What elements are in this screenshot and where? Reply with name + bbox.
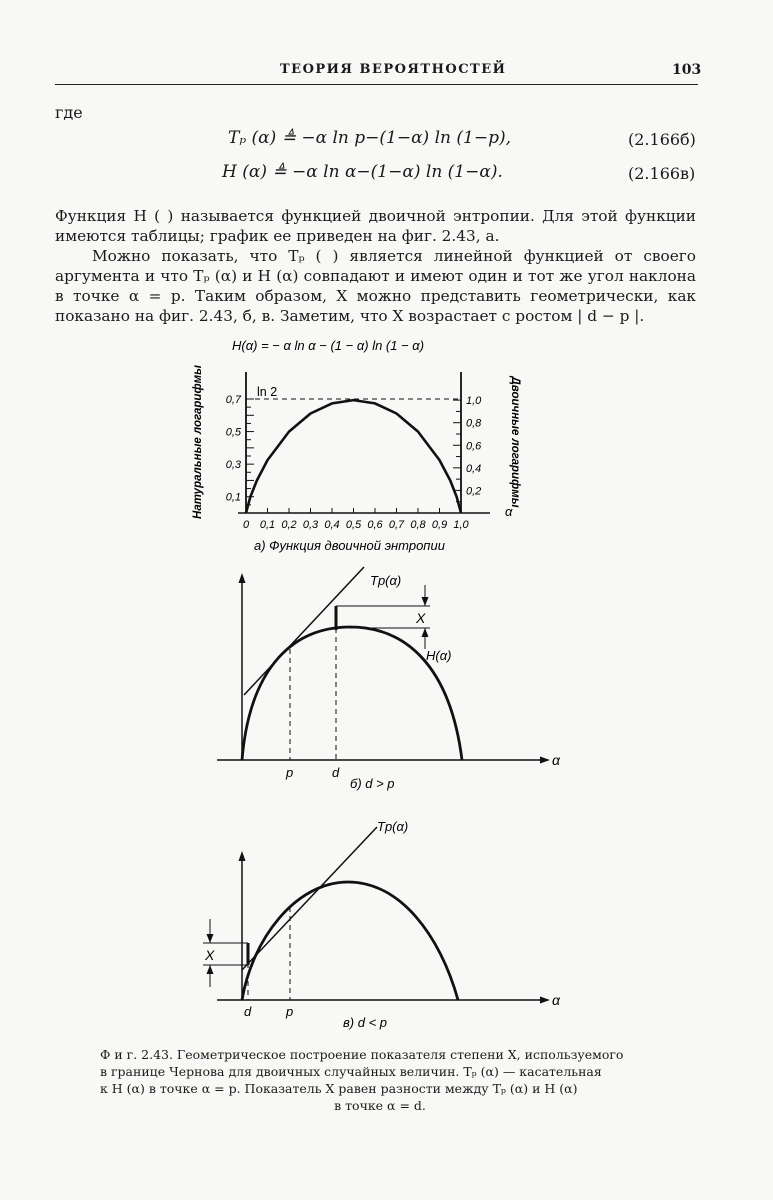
figure-a-left-axis-label: Натуральные логарифмы [192, 365, 204, 519]
figure-caption-line-1: Ф и г. 2.43. Геометрическое построение показателя степени X, используемого [100, 1047, 624, 1062]
header-rule [55, 84, 698, 85]
figure-a-right-tick-label: 0,8 [466, 417, 482, 430]
figure-a-x-tick-label: 0,1 [259, 519, 276, 531]
equation-number-166v: (2.166в) [628, 164, 696, 183]
figure-a-x-tick-label: 0 [242, 519, 250, 531]
figure-c-x-arrowhead-up-icon [207, 965, 214, 974]
figure-c-d-less-p [200, 815, 580, 1040]
figure-b-alpha-label: α [552, 752, 560, 768]
page-number: 103 [672, 62, 702, 78]
figure-b-y-arrow-icon [239, 573, 246, 583]
figure-a-x-tick-label: 0,6 [367, 519, 383, 531]
figure-c-p-label: p [286, 1004, 294, 1019]
body-text [55, 206, 696, 326]
equation-tp: Tₚ (α) ≜ −α ln p−(1−α) ln (1−p), [228, 128, 511, 148]
figure-a-left-tick-label: 0,5 [225, 426, 241, 439]
figure-b-h-curve [242, 627, 462, 760]
figure-b-d-greater-p [200, 565, 580, 800]
figure-c-alpha-label: α [552, 992, 560, 1008]
figure-a-right-axis-label: Двоичные логарифмы [509, 376, 521, 508]
figure-c-x-label: X [205, 947, 215, 963]
equation-number-166b: (2.166б) [628, 130, 696, 149]
figure-b-d-label: d [332, 765, 340, 780]
figure-a-caption: а) Функция двоичной энтропии [254, 538, 445, 553]
figure-c-caption: в) d < p [343, 1015, 388, 1030]
figure-b-tangent-line [244, 567, 364, 695]
paragraph-entropy: Функция H ( ) называется функцией двоичной энтропии. Для этой функции имеются таблицы; график ее приведен на фиг. 2.43, а. [55, 207, 696, 245]
figure-caption-line-3: к H (α) в точке α = p. Показатель X равен разности между Tₚ (α) и H (α) [100, 1081, 578, 1096]
figure-a-entropy [170, 330, 530, 562]
figure-c-y-arrow-icon [239, 851, 246, 861]
figure-a-right-tick-label: 0,6 [466, 440, 482, 453]
figure-c-x-arrowhead-down-icon [207, 934, 214, 943]
figure-a-x-tick-label: 0,3 [302, 519, 319, 531]
figure-c-d-label: d [244, 1004, 252, 1019]
figure-a-x-tick-label: 0,5 [345, 519, 362, 531]
figure-c-tangent-line [242, 827, 377, 970]
figure-a-ln2-label: ln 2 [257, 385, 278, 399]
figure-b-x-label: X [416, 610, 426, 626]
figure-a-x-tick-label: 0,4 [324, 519, 340, 531]
figure-a-right-tick-label: 0,4 [466, 462, 482, 475]
figure-a-x-tick-label: 0,2 [281, 519, 297, 531]
figure-c-tangent-label: Tp(α) [377, 819, 409, 834]
figure-caption-line-4: в точке α = d. [334, 1098, 426, 1113]
figure-a-x-tick-label: 0,8 [410, 519, 426, 531]
figure-caption-line-2: в границе Чернова для двоичных случайных величин. Tₚ (α) — касательная [100, 1064, 602, 1079]
figure-c-h-curve [242, 882, 458, 1000]
figure-c-x-arrow-icon [540, 997, 550, 1004]
figure-a-left-tick-label: 0,1 [225, 491, 241, 504]
figure-a-x-tick-label: 1,0 [453, 519, 469, 531]
figure-b-p-label: p [286, 765, 294, 780]
figure-b-x-arrowhead-down-icon [422, 597, 429, 606]
figure-a-left-tick-label: 0,7 [225, 394, 241, 406]
figure-a-x-label: α [505, 504, 513, 519]
figure-b-tangent-label: Tp(α) [370, 573, 402, 588]
figure-a-right-tick-label: 0,2 [466, 485, 482, 498]
figure-a-title: H(α) = − α ln α − (1 − α) ln (1 − α) [232, 338, 425, 353]
figure-a-entropy-curve [246, 400, 461, 513]
figure-caption [100, 1046, 660, 1114]
paragraph-tangent: Можно показать, что Tₚ ( ) является линейной функцией от своего аргумента и что Tₚ (α) и H (α) совпадают и имеют один и тот же угол наклона в точке α = p. Таким образом, X можно представить геометрически, как показано на фиг. 2.43, б, в. Заметим, что X возрастает с ростом | d − p |. [55, 247, 696, 325]
figure-b-x-arrow-icon [540, 757, 550, 764]
running-header-title: ТЕОРИЯ ВЕРОЯТНОСТЕЙ [280, 62, 507, 77]
figure-b-caption: б) d > p [350, 776, 395, 791]
figure-a-x-tick-label: 0,9 [431, 519, 448, 531]
equation-h: H (α) ≜ −α ln α−(1−α) ln (1−α). [222, 162, 503, 182]
figure-b-h-label: H(α) [426, 648, 452, 663]
figure-a-right-tick-label: 1,0 [466, 395, 482, 408]
figure-a-left-tick-label: 0,3 [225, 459, 241, 472]
intro-word: где [55, 103, 83, 122]
figure-a-x-tick-label: 0,7 [388, 519, 405, 531]
figure-b-x-arrowhead-up-icon [422, 628, 429, 637]
